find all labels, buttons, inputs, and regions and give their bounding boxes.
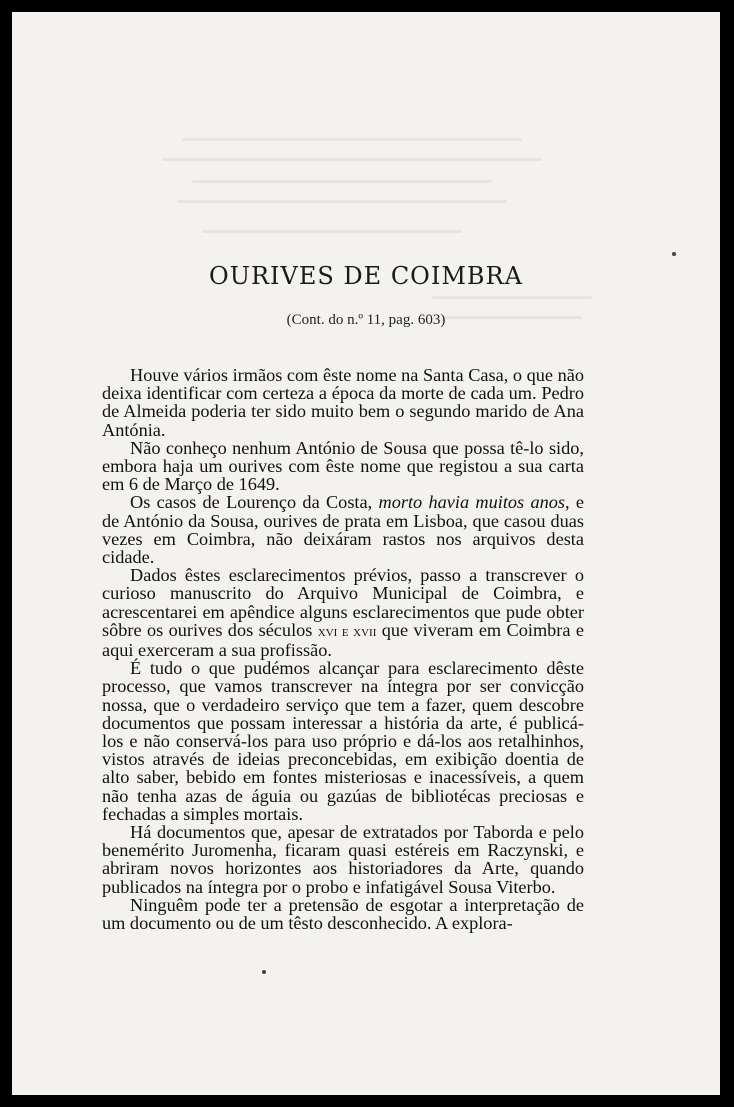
continuation-note: (Cont. do n.º 11, pag. 603)	[286, 312, 446, 328]
paragraph: Houve vários irmãos com êste nome na Santa Casa, o que não deixa identificar com certeza a época da morte de cada um. Pedro de Almeida poderia ter sido muito bem o segundo marido de Ana Antónia.	[102, 365, 584, 440]
paragraph: É tudo o que pudémos alcançar para esclarecimento dêste processo, que vamos transcrever na íntegra por ser convicção nossa, que o verdadeiro serviço que tem a fazer, quem descobre documentos que possam interessar a história da arte, é publicá-los e não conservá-los para uso próprio e dá-los aos retalhinhos, vistos através de ideias preconcebidas, em exibição doentia de alto saber, bebido em fontes misteriosas e inacessíveis, a quem não tenha azas de águia ou gazúas de bibliotécas preciosas e fechadas a simples mortais.	[102, 658, 584, 824]
paragraph: Ninguêm pode ter a pretensão de esgotar a interpretação de um documento ou de um têsto desconhecido. A explora-	[102, 894, 584, 934]
speck-mark	[262, 970, 266, 974]
paragraph: Não conheço nenhum António de Sousa que possa tê-lo sido, embora haja um ourives com êste nome que registou a sua carta em 6 de Março de 1649.	[102, 437, 584, 495]
scanned-page	[12, 12, 720, 1095]
speck-mark	[672, 252, 676, 256]
paragraph-text: que viveram em Coimbra e aqui exerceram a sua profissão.	[102, 619, 584, 661]
centuries-smallcaps: xvi e xvii	[317, 623, 377, 640]
italic-phrase: morto havia muitos anos	[378, 492, 565, 513]
paragraph: Há documentos que, apesar de extratados por Taborda e pelo benemérito Juromenha, ficaram quasi estéreis em Raczynski, e abriram novos horizontes aos historiadores da Arte, quando publicados na íntegra por o probo e infatigável Sousa Viterbo.	[102, 822, 584, 897]
paragraph-text: Dados êstes esclarecimentos prévios, passo a transcrever o curioso manuscrito do Arquivo Municipal de Coimbra, e acrescentarei em apêndice alguns esclarecimentos que pude obter sôbre os ourives dos séculos	[102, 565, 584, 640]
page-title: OURIVES DE COIMBRA	[209, 262, 523, 290]
paragraph	[102, 566, 584, 659]
paragraph-text: , e de António da Sousa, ourives de prata em Lisboa, que casou duas vezes em Coimbra, não deixáram rastos nos arquivos desta cidade.	[102, 492, 584, 568]
paragraph	[102, 493, 584, 566]
paragraph-text: Os casos de Lourenço da Costa,	[130, 492, 379, 513]
article-body	[102, 366, 584, 932]
